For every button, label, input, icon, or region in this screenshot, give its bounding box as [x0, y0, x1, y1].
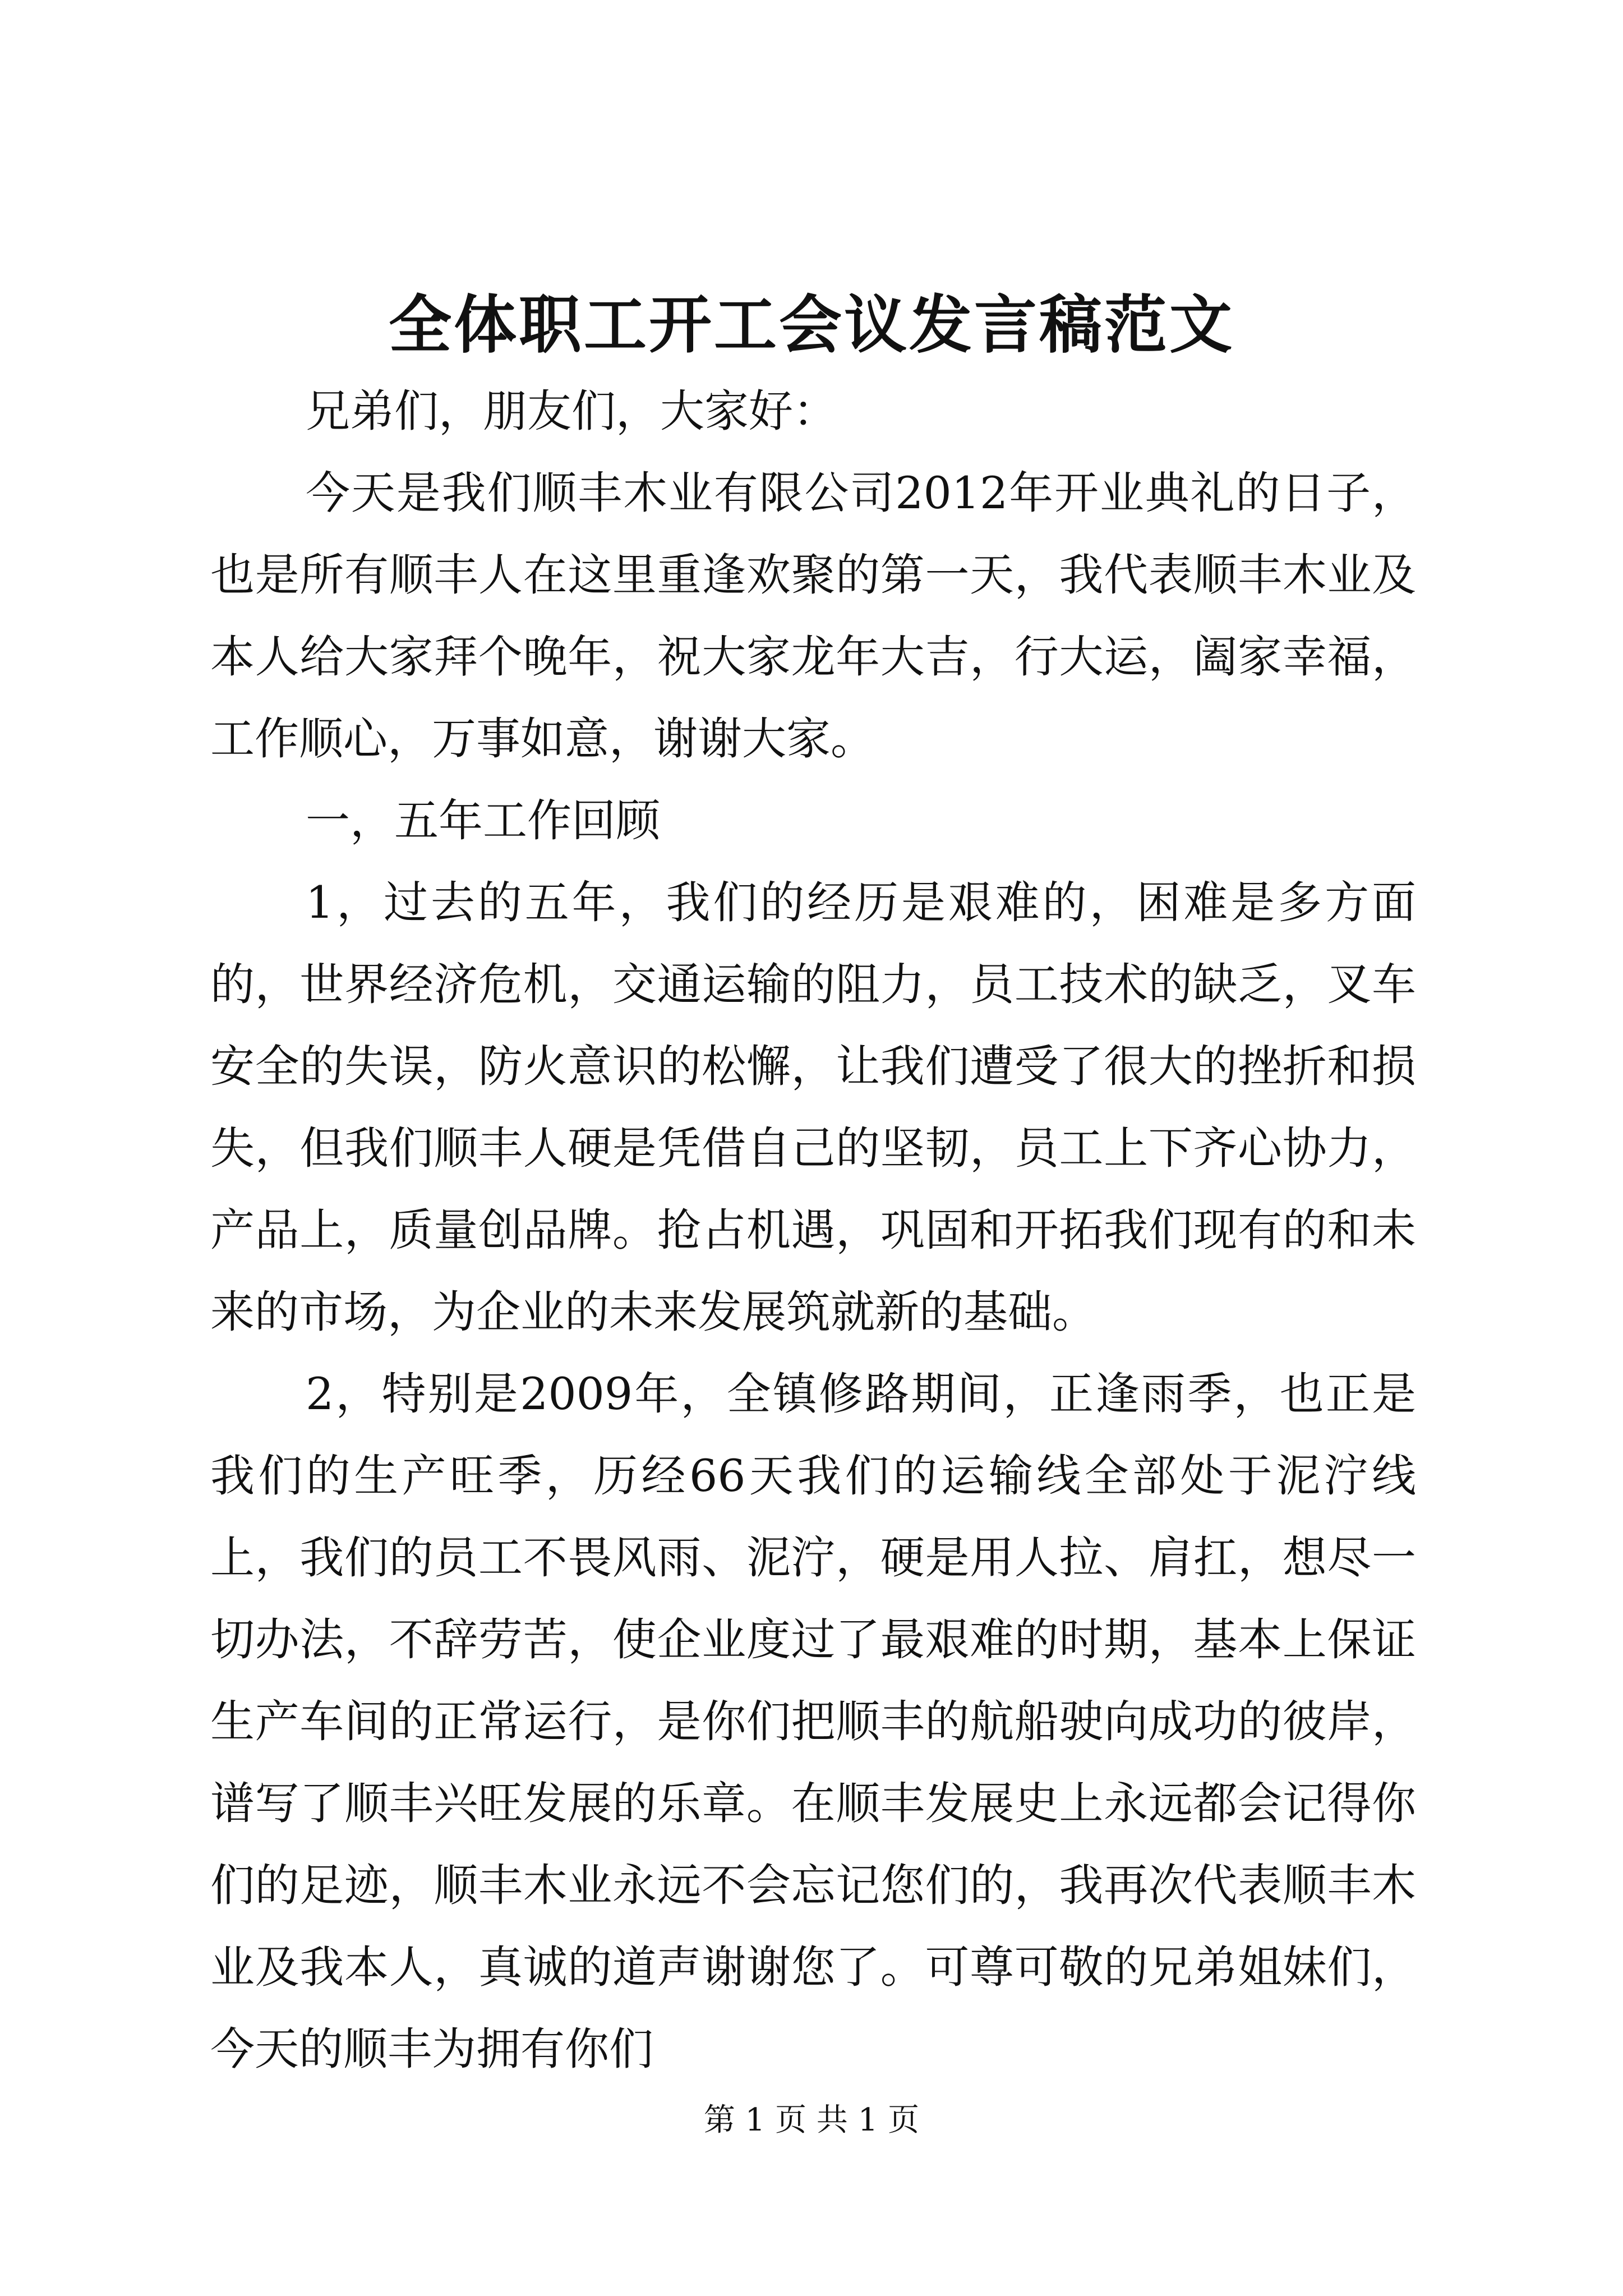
section-heading-review: 一，五年工作回顾: [306, 795, 660, 846]
paragraph-review-point-1: 1，过去的五年，我们的经历是艰难的，困难是多方面的，世界经济危机，交通运输的阻力，员工技术的缺乏，叉车安全的失误，防火意识的松懈，让我们遭受了很大的挫折和损失，但我们顺丰人硬是凭借自己的坚韧，员工上下齐心协力，产品上，质量创品牌。抢占机遇，巩固和开拓我们现有的和未来的市场，为企业的未来发展筑就新的基础。: [210, 877, 1416, 1338]
document-body: [210, 370, 1416, 2090]
document-title: 全体职工开工会议发言稿范文: [389, 288, 1234, 362]
paragraph-greeting: 兄弟们，朋友们，大家好：: [306, 385, 837, 437]
paragraph-opening: 今天是我们顺丰木业有限公司2012年开业典礼的日子，也是所有顺丰人在这里重逢欢聚的第一天，我代表顺丰木业及本人给大家拜个晚年，祝大家龙年大吉，行大运，阖家幸福，工作顺心，万事如意，谢谢大家。: [210, 467, 1416, 765]
paragraph-review-point-2: 2，特别是2009年，全镇修路期间，正逢雨季，也正是我们的生产旺季，历经66天我们的运输线全部处于泥泞线上，我们的员工不畏风雨、泥泞，硬是用人拉、肩扛，想尽一切办法，不辞劳苦，使企业度过了最艰难的时期，基本上保证生产车间的正常运行，是你们把顺丰的航船驶向成功的彼岸，谱写了顺丰兴旺发展的乐章。在顺丰发展史上永远都会记得你们的足迹，顺丰木业永远不会忘记您们的，我再次代表顺丰木业及我本人，真诚的道声谢谢您了。可尊可敬的兄弟姐妹们，今天的顺丰为拥有你们: [210, 1368, 1416, 2075]
page-number-footer: 第 1 页 共 1 页: [703, 2102, 920, 2138]
